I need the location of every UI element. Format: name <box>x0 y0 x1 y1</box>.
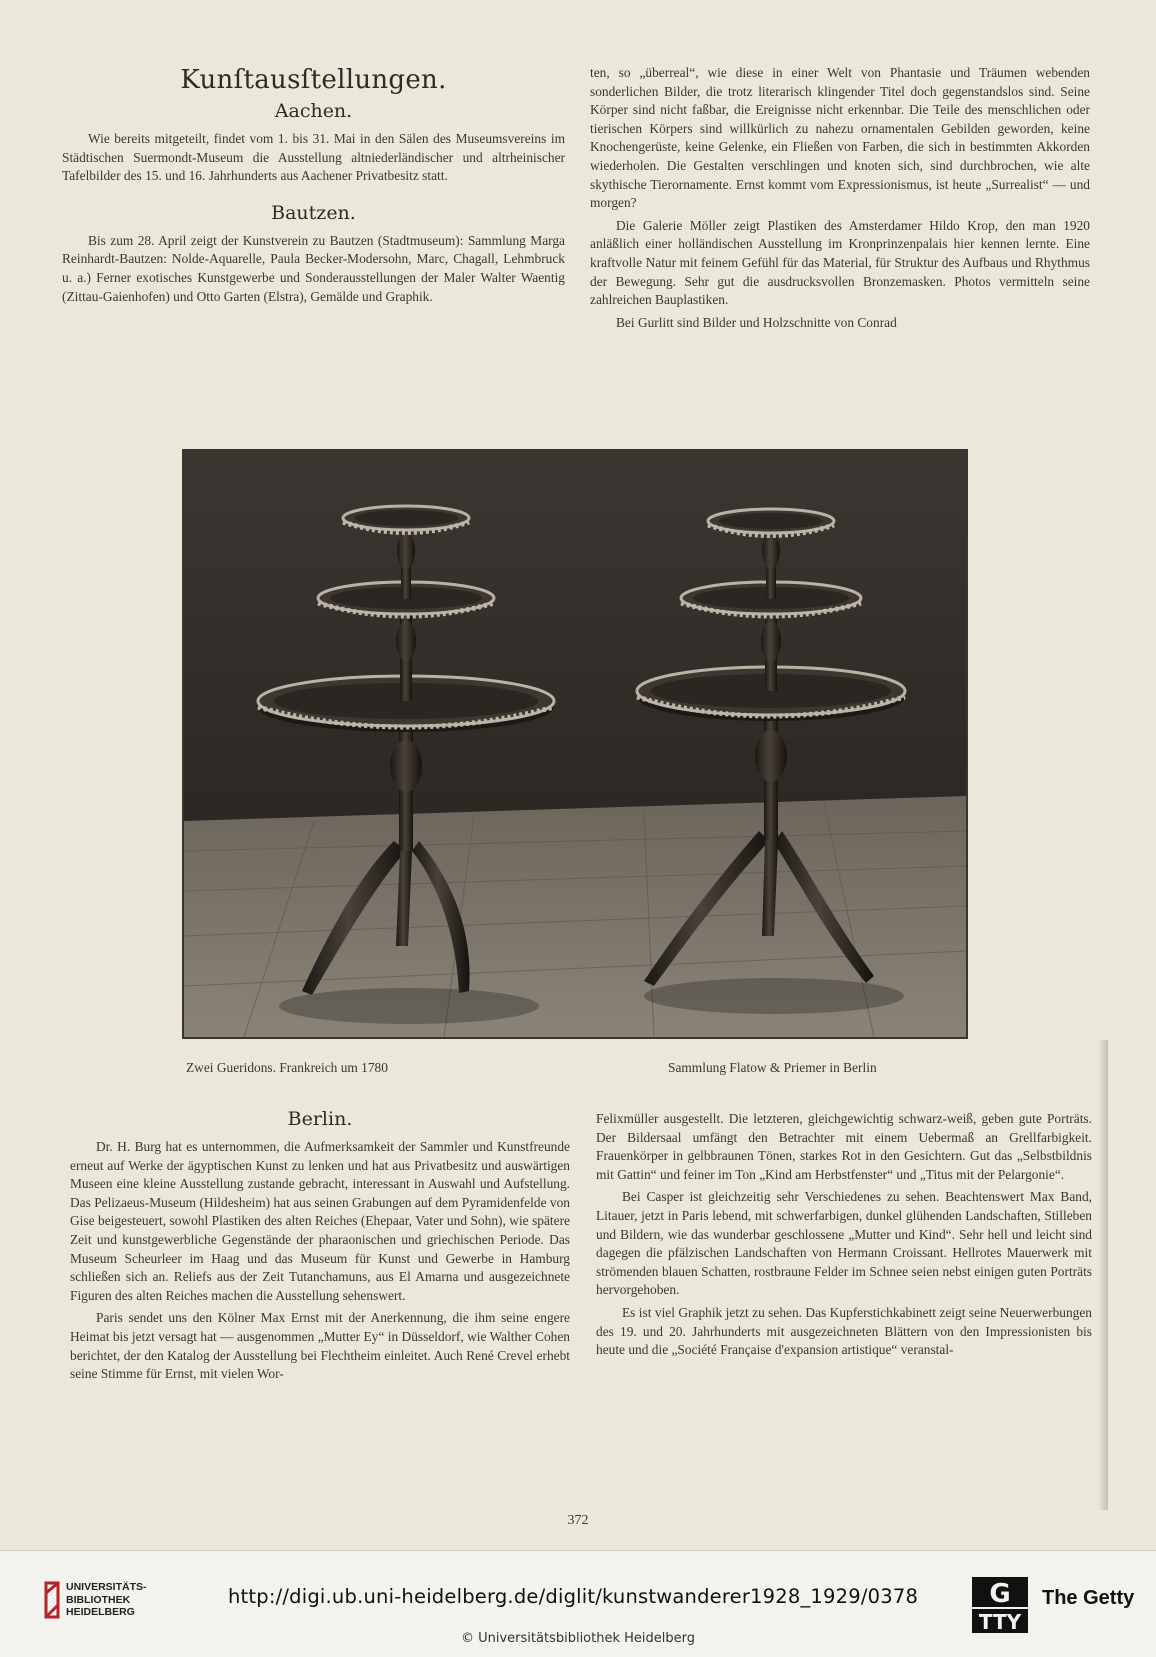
section-heading-aachen: Aachen. <box>274 100 353 122</box>
institution-line-3: HEIDELBERG <box>66 1606 135 1618</box>
aachen-paragraph: Wie bereits mitgeteilt, findet vom 1. bis 31. Mai in den Sälen des Museumsvereins im Städtischen Suermondt-Museum die Ausstellung altniederländischer und altrheinischer Tafelbilder des 15. und 16. Jahrhunderts aus Aachener Privatbesitz statt. <box>62 131 565 184</box>
ub-heidelberg-logo-icon <box>44 1581 64 1621</box>
left-column-top <box>62 64 565 306</box>
photo-two-gueridons <box>182 449 968 1039</box>
bautzen-paragraph: Bis zum 28. April zeigt der Kunstverein zu Bautzen (Stadtmuseum): Sammlung Marga Reinhardt-Bautzen: Nolde-Aquarelle, Paula Becker-Modersohn, Marc, Chagall, Lehmbruck u. a.) Ferner exotisches Kunstgewerbe und Sonderausstellungen der Maler Walter Waentig (Zittau-Gaienhofen) und Otto Garten (Elstra), Gemälde und Graphik. <box>62 232 565 304</box>
left-column-bottom <box>70 1106 570 1384</box>
felixmueller-paragraph: Felixmüller ausgestellt. Die letzteren, gleichgewichtig schwarz-weiß, geben gute Porträts. Der Bildersaal umfängt den Betrachter mit einem Uebermaß an Grellfarbigkeit. Frauenkörper in gelbbraunen Tönen, starkes Rot in den Gesichtern. Gut das „Selbstbildnis mit Gattin“ und feiner im Ton „Kind am Herbstfenster“ und „Titus mit der Pelargonie“. <box>596 1111 1092 1182</box>
footer-bar <box>0 1550 1156 1657</box>
institution-line-2: BIBLIOTHEK <box>66 1593 131 1606</box>
getty-label: The Getty <box>1042 1587 1135 1609</box>
galerie-moeller-paragraph: Die Galerie Möller zeigt Plastiken des Amsterdamer Hildo Krop, den man 1920 anläßlich einer holländischen Ausstellung im Kronprinzenpalais hier kennen lernte. Eine kraftvolle Natur mit feinem Gefühl für das Material, für Struktur des Aufbaus und Rhythmus der Bewegung. Sehr gut die ausdrucksvollen Bronzemasken. Photos vermitteln seine zahlreichen Bauplastiken. <box>590 217 1090 308</box>
article-title: Kunſtausſtellungen. <box>180 65 447 95</box>
max-ernst-paragraph: Paris sendet uns den Kölner Max Ernst mit der Anerkennung, die ihm seine engere Heimat bis jetzt versagt hat — ausgenommen „Mutter Ey“ in Düsseldorf, wie Walther Cohen berichtet, der den Katalog der Ausstellung bei Flechtheim einleitet. Auch René Crevel erhebt seine Stimme für Ernst, mit vielen Wor- <box>70 1310 570 1382</box>
section-heading-bautzen: Bautzen. <box>271 201 356 224</box>
source-url-link[interactable]: http://digi.ub.uni-heidelberg.de/diglit/kunstwanderer1928_1929/0378 <box>228 1585 919 1608</box>
surrealism-paragraph: ten, so „überreal“, wie diese in einer Welt von Phantasie und Träumen webenden sonderlichen Bilder, die trotz literarisch klingender Titel doch gegenstandslos sind. Seine Körper sind nicht faßbar, die Ereignisse nicht erkennbar. Die Teile des menschlichen oder tierischen Körpers sind willkürlich zu nahezu ornamentalen Gebilden geworden, keine Knochengerüste, keine Gelenke, ein Fließen von Farben, die sich in bestimmten Akkorden wiederholen. Die Gestalten verschlingen und knoten sich, sind durchbrochen, wie alte skythische Tierornamente. Ernst kommt vom Expressionismus, ist heute „Surrealist“ — und morgen? <box>590 65 1090 211</box>
gurlitt-paragraph: Bei Gurlitt sind Bilder und Holzschnitte von Conrad <box>616 314 897 330</box>
gueridons-photograph <box>184 451 966 1037</box>
getty-logo-icon <box>972 1577 1028 1637</box>
page-edge-shadow <box>1098 1040 1108 1510</box>
institution-line-1: UNIVERSITÄTS- <box>66 1581 147 1593</box>
berlin-egyptian-paragraph: Dr. H. Burg hat es unternommen, die Aufmerksamkeit der Sammler und Kunstfreunde erneut auf Werke der ägyptischen Kunst zu lenken und hat aus Privatbesitz und auswärtigen Museen eine kleine Ausstellung zustande gebracht, interessant in Auswahl und Aufstellung. Das Pelizaeus-Museum (Hildesheim) hat aus seinen Grabungen auf dem Pyramidenfelde von Gise beigesteuert, sowohl Plastiken des alten Reiches (Ehepaar, Vater und Sohn), wie spätere Zeit und kunstgewerbliche Gegenstände der pharaonischen und griechischen Periode. Das Museum Scheurleer im Haag und das Museum für Kunst und Gewerbe in Hamburg schließen sich an. Reliefs aus der Zeit Tutanchamuns, aus El Amarna und ausgezeichnete Figuren des alten Reiches machen die Ausstellung sehenswert. <box>70 1139 570 1303</box>
right-column-bottom <box>596 1110 1092 1360</box>
right-column-top <box>590 64 1090 332</box>
photo-caption-left: Zwei Gueridons. Frankreich um 1780 <box>186 1060 388 1075</box>
photo-caption-right: Sammlung Flatow & Priemer in Berlin <box>668 1060 877 1075</box>
svg-text:TTY: TTY <box>978 1610 1022 1634</box>
ub-institution-name <box>66 1581 147 1619</box>
casper-paragraph: Bei Casper ist gleichzeitig sehr Verschiedenes zu sehen. Beachtenswert Max Band, Litauer, jetzt in Paris lebend, mit schwerfarbigen, dunkel glühenden Landschaften, Stilleben und Bildern, wie das wunderbar geschlossene „Mutter und Kind“. Sehr hell und leicht sind dagegen die pfälzischen Landschaften von Hermann Croissant. Hellrotes Mauerwerk mit strömenden blauen Schatten, rostbraune Felder im Schnee seien nebst einigen guten Porträts hervorgehoben. <box>596 1189 1092 1298</box>
svg-text:G: G <box>989 1579 1011 1609</box>
graphik-paragraph: Es ist viel Graphik jetzt zu sehen. Das Kupferstichkabinett zeigt seine Neuerwerbungen des 19. und 20. Jahrhunderts mit ausgezeichneten Blättern von den Impressionisten bis heute und die „Société Française d'expansion artistique“ veranstal- <box>596 1304 1092 1358</box>
copyright-notice: © Universitätsbibliothek Heidelberg <box>460 1631 695 1646</box>
section-heading-berlin: Berlin. <box>287 1108 353 1130</box>
page-number: 372 <box>567 1513 589 1528</box>
